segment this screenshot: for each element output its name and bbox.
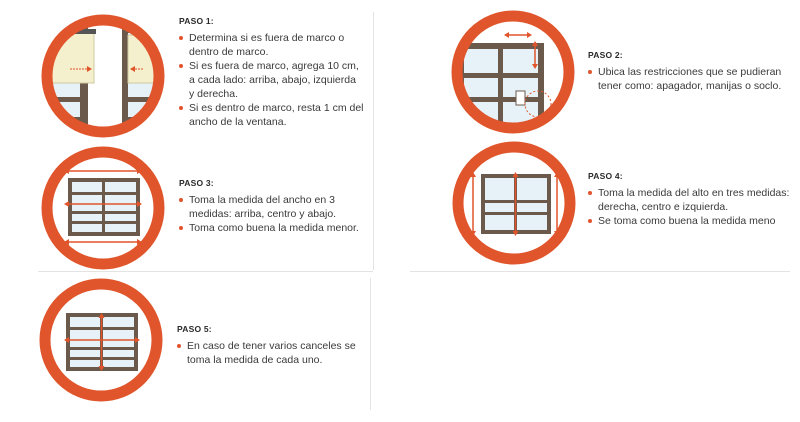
step-1-bullet-2: Si es fuera de marco, agrega 10 cm, a cada lado: arriba, abajo, izquierda y derecha. <box>179 59 364 101</box>
step-5-bullet-1: En caso de tener varios canceles se toma la medida de cada uno. <box>177 339 367 367</box>
step-3-bullet-2: Toma como buena la medida menor. <box>179 221 369 235</box>
step-4-bullets <box>588 186 793 228</box>
window-width-measure-icon <box>40 145 166 271</box>
step-1-bullet-1: Determina si es fuera de marco o dentro de marco. <box>179 31 364 59</box>
step-1-text <box>179 14 364 129</box>
step-5-text <box>177 322 367 367</box>
step-1-title: PASO 1: <box>179 16 214 26</box>
step-4-text <box>588 169 793 228</box>
window-frame-inside-outside-icon <box>40 13 166 139</box>
column-divider-top <box>373 12 374 270</box>
row-divider-left <box>38 271 373 272</box>
step-2-title: PASO 2: <box>588 50 623 60</box>
step-1-bullet-3: Si es dentro de marco, resta 1 cm del ancho de la ventana. <box>179 101 364 129</box>
multiple-windows-measure-icon <box>38 277 164 403</box>
step-3-title: PASO 3: <box>179 178 214 188</box>
step-5-bullets <box>177 339 367 367</box>
row-divider-right <box>410 271 790 272</box>
step-1-bullets <box>179 31 364 129</box>
step-3-bullet-1: Toma la medida del ancho en 3 medidas: arriba, centro y abajo. <box>179 193 369 221</box>
window-restrictions-icon <box>450 9 576 135</box>
step-4-title: PASO 4: <box>588 171 623 181</box>
window-height-measure-icon <box>451 140 577 266</box>
step-3-text <box>179 176 369 235</box>
column-divider-bottom <box>370 278 371 410</box>
step-5-title: PASO 5: <box>177 324 212 334</box>
step-4-bullet-1: Toma la medida del alto en tres medidas: derecha, centro e izquierda. <box>588 186 793 214</box>
step-3-bullets <box>179 193 369 235</box>
step-2-text <box>588 48 788 93</box>
step-2-bullet-1: Ubica las restricciones que se pudieran tener como: apagador, manijas o soclo. <box>588 65 788 93</box>
step-4-bullet-2: Se toma como buena la medida meno <box>588 214 793 228</box>
step-2-bullets <box>588 65 788 93</box>
